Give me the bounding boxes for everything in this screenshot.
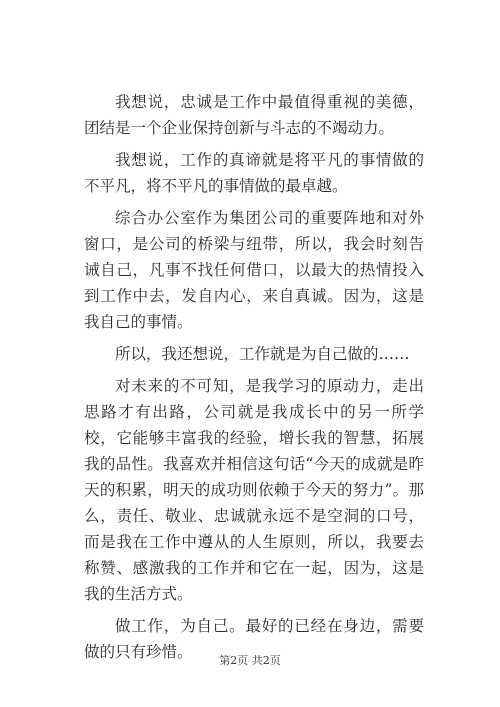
paragraph-3: 综合办公室作为集团公司的重要阵地和对外窗口，是公司的桥梁与纽带，所以，我会时刻告诫自己，凡事不找任何借口，以最大的热情投入到工作中去，发自内心，来自真诚。因为，这是我自己的事情。 [84,209,424,331]
paragraph-5: 对未来的不可知，是我学习的原动力，走出思路才有出路，公司就是我成长中的另一所学校，它能够丰富我的经验，增长我的智慧，拓展我的品性。我喜欢并相信这句话“今天的成就是昨天的积累，明天的成功则依赖于今天的努力”。那么，责任、敬业、忠诚就永远不是空洞的口号，而是我在工作中遵从的人生原则，所以，我要去称赞、感激我的工作并和它在一起，因为，这是我的生活方式。 [84,377,424,603]
paragraph-4: 所以，我还想说，工作就是为自己做的…… [115,345,410,363]
paragraph-6: 做工作，为自己。最好的已经在身边，需要做的只有珍惜。 [84,617,424,661]
paragraph-1: 我想说，忠诚是工作中最值得重视的美德，团结是一个企业保持创新与斗志的不竭动力。 [84,93,424,137]
page-footer: 第2页 共2页 [219,654,281,667]
paragraph-2: 我想说，工作的真谛就是将平凡的事情做的不平凡，将不平凡的事情做的最卓越。 [84,151,424,195]
document-body [84,89,424,671]
